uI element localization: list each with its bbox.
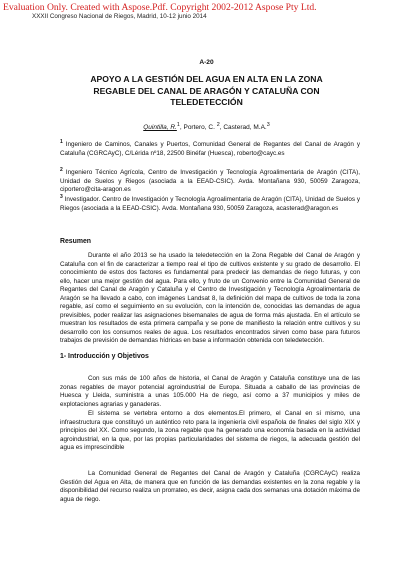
paper-title: [60, 74, 353, 109]
title-line: REGABLE DEL CANAL DE ARAGÓN Y CATALUÑA CON: [93, 85, 320, 96]
conference-header: XXXII Congreso Nacional de Riegos, Madrid, 10-12 junio 2014: [32, 13, 207, 20]
author-separator: , Portero, C.: [179, 124, 217, 132]
evaluation-watermark: Evaluation Only. Created with Aspose.Pdf. Copyright 2002-2012 Aspose Pty Ltd.: [3, 2, 317, 13]
affiliation-2: [60, 166, 360, 195]
author-name: Quintilla, R.: [143, 124, 177, 132]
author-list: [0, 122, 413, 131]
affiliation-number: 2: [60, 167, 63, 173]
affiliation-text: Ingeniero Técnico Agrícola, Centro de Investigación y Tecnología Agroalimentaria de Aragón (CITA), Unidad de Suelos y Riegos (asociada a la EEAD-CSIC). Avda. Montañana 930, 50059 Zaragoza, ciportero@cita-aragon.es: [60, 169, 360, 194]
affiliation-number: 3: [60, 194, 63, 200]
resumen-heading: Resumen: [60, 238, 92, 245]
paper-code: A-20: [199, 59, 214, 66]
affiliation-1: [60, 138, 360, 158]
affiliation-3: [60, 193, 360, 213]
resumen-paragraph: Durante el año 2013 se ha usado la teledetección en la Zona Regable del Canal de Aragón y Cataluña con el fin de caracterizar a tiempo real el tipo de cultivos existente y su grado de desarrollo. El conocimiento de estos dos factores es fundamental para predecir las demandas de riego futuras, y con ello, hacer una mejor gestión del agua. Para ello, y fruto de un Convenio entre la Comunidad General de Regantes del Canal de Aragón y Cataluña y el Centro de Investigación y Tecnología Agroalimentaria de Aragón se ha llevado a cabo, con imágenes Landsat 8, la definición del mapa de cultivos de toda la zona regable, así como el seguimiento en su evolución, con la intención de, conocidas las demandas de agua previsibles, poder realizar las asignaciones bisemanales de agua de forma más ajustada. En el artículo se muestran los resultados de esta primera campaña y se pone de manifiesto la relación entre cultivos y su desarrollo con los consumos reales de agua. Los resultados encontrados sirven como base para futuros trabajos de previsión de demandas hídricas en base a información obtenida con teledetección.: [60, 252, 360, 344]
author-sup: 1: [176, 122, 180, 128]
intro-paragraph: El sistema se vertebra entorno a dos elementos.El primero, el Canal en sí mismo, una infraestructura que constituyó un auténtico reto para la ingeniería civil española de finales del siglo XIX y principios del XX. Como segundo, la zona regable que ha generado una economía basada en la actividad agroindustrial, en la que, por las propias particularidades del sistema de riegos, la adecuada gestión del agua es imprescindible: [60, 410, 360, 451]
affiliation-text: Investigador. Centro de Investigación y Tecnología Agroalimentaria de Aragón (CITA), Unidad de Suelos y Riegos (asociada a la EEAD-CSIC). Avda. Montañana 930, 50059 Zaragoza, acasterad@aragon.es: [60, 196, 360, 212]
section-heading: 1- Introducción y Objetivos: [60, 353, 149, 360]
title-line: TELEDETECCIÓN: [170, 97, 243, 108]
intro-paragraph: La Comunidad General de Regantes del Canal de Aragón y Cataluña (CGRCAyC) realiza Gestión del Agua en Alta, de manera que en función de las demandas existentes en la zona regable y la disponibilidad del recurso realiza un prorrateo, es decir, asigna cada dos semanas una dotación máxima de agua de riego.: [60, 470, 360, 503]
intro-paragraph: Con sus más de 100 años de historia, el Canal de Aragón y Cataluña constituye una de las zonas regables de mayor potencial agroindustrial de Europa. Situada a caballo de las provincias de Huesca y Lleida, suministra a unas 105.000 Ha de riego, así como a 37 municipios y miles de explotaciones agrarias y ganaderas.: [60, 375, 360, 408]
author-sup: 2: [216, 122, 220, 128]
affiliation-number: 1: [60, 139, 63, 145]
author-separator: , Casterad, M.A.: [219, 124, 267, 132]
title-line: APOYO A LA GESTIÓN DEL AGUA EN ALTA EN LA ZONA: [90, 74, 323, 84]
author-sup: 3: [266, 122, 270, 128]
affiliation-text: Ingeniero de Caminos, Canales y Puertos, Comunidad General de Regantes del Canal de Aragón y Cataluña (CGRCAyC), C/Lérida nº18, 22500 Binéfar (Huesca), roberto@cayc.es: [60, 141, 360, 157]
